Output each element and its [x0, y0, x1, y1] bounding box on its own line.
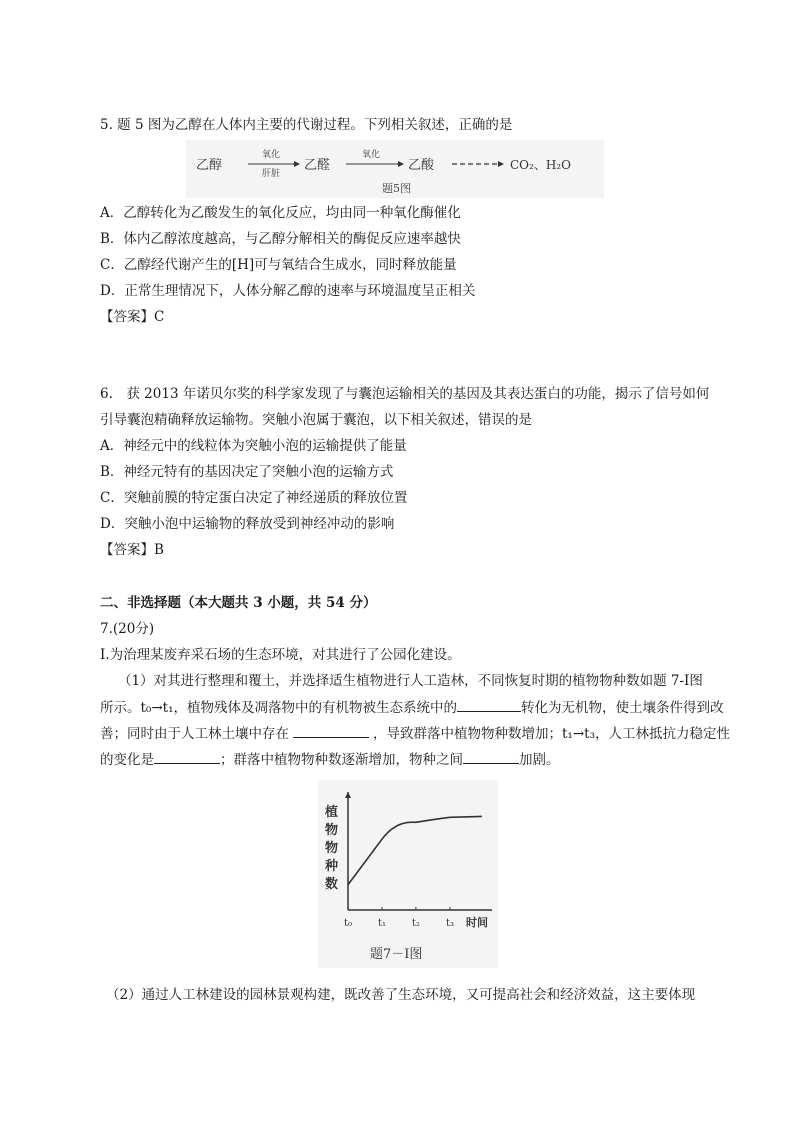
y-axis-label-char: 数 — [325, 877, 339, 892]
q6-option-b: B．神经元特有的基因决定了突触小泡的运输方式 — [100, 464, 394, 480]
section2-heading: 二、非选择题（本大题共 3 小题，共 54 分） — [100, 595, 377, 611]
arrow1-top-label: 氧化 — [262, 150, 281, 160]
q6-stem-line2: 引导囊泡精确释放运输物。突触小泡属于囊泡，以下相关叙述，错误的是 — [100, 412, 532, 428]
q7-p1-line2 — [100, 698, 724, 717]
q7-p1-line4 — [100, 750, 560, 769]
q6-option-d: D．突触小泡中运输物的释放受到神经冲动的影响 — [100, 516, 395, 532]
arrow2-top-label: 氧化 — [362, 150, 381, 160]
q6-answer: 【答案】B — [100, 542, 164, 558]
q6-option-a: A．神经元中的线粒体为突触小泡的运输提供了能量 — [100, 438, 407, 454]
blank-stability-change[interactable] — [154, 750, 220, 764]
y-axis-label-char: 植 — [325, 805, 339, 820]
q7-p2-line1: （2）通过人工林建设的园林景观构建，既改善了生态环境，又可提高社会和经济效益，这主要体现 — [106, 987, 696, 1003]
q7-p1-line2-b: 转化为无机物，使土壤条件得到改 — [521, 700, 724, 716]
q6-stem-line1: 6. 获 2013 年诺贝尔奖的科学家发现了与囊泡运输相关的基因及其表达蛋白的功能，揭示了信号如何 — [100, 386, 710, 402]
y-axis-label-char: 物 — [325, 823, 339, 838]
node-acetaldehyde: 乙醛 — [304, 158, 331, 173]
blank-competition[interactable] — [463, 750, 519, 764]
q5-option-c: C．乙醇经代谢产生的[H]可与氧结合生成水，同时释放能量 — [100, 257, 457, 273]
q7-p1-line3 — [100, 724, 730, 743]
q7-p1-line4-a: 的变化是 — [100, 752, 154, 768]
x-tick-label: t₂ — [411, 918, 420, 929]
q7-number: 7.(20分) — [100, 621, 155, 637]
node-co2-h2o: CO₂、H₂O — [510, 158, 571, 172]
y-axis-label-char: 物 — [325, 841, 339, 856]
arrow1-bottom-label: 肝脏 — [262, 169, 281, 179]
q5-option-b: B．体内乙醇浓度越高，与乙醇分解相关的酶促反应速率越快 — [100, 231, 461, 247]
q7-p1-line3-b: ，导致群落中植物物种数增加；t₁→t₃，人工林抵抗力稳定性 — [373, 726, 730, 742]
fig7-caption: 题7－Ⅰ图 — [370, 947, 423, 962]
q7-p1-line3-a: 善；同时由于人工林土壤中存在 — [100, 726, 289, 742]
node-ethanol: 乙醇 — [196, 158, 223, 173]
q5-option-d: D．正常生理情况下，人体分解乙醇的速率与环境温度呈正相关 — [100, 283, 476, 299]
q5-figure-caption: 题5图 — [382, 182, 411, 195]
q7-p1-line4-b: ；群落中植物物种数逐渐增加，物种之间 — [220, 752, 463, 768]
q5-stem: 5. 题 5 图为乙醇在人体内主要的代谢过程。下列相关叙述，正确的是 — [100, 117, 513, 133]
q7-p1-line4-c: 加剧。 — [519, 752, 560, 768]
q5-option-a: A．乙醇转化为乙酸发生的氧化反应，均由同一种氧化酶催化 — [100, 205, 461, 221]
q7-p1-line2-a: 所示。t₀→t₁，植物残体及凋落物中的有机物被生态系统中的 — [100, 700, 457, 716]
q7-part1-intro: Ⅰ.为治理某废弃采石场的生态环境，对其进行了公园化建设。 — [100, 647, 461, 663]
x-tick-label: t₁ — [377, 918, 386, 929]
q5-figure — [186, 140, 604, 198]
fig7-chart-svg — [318, 780, 498, 968]
q5-answer: 【答案】C — [100, 309, 165, 325]
x-tick-label: t₀ — [344, 918, 353, 929]
q6-option-c: C．突触前膜的特定蛋白决定了神经递质的释放位置 — [100, 490, 408, 506]
q5-flow-diagram — [186, 140, 604, 198]
node-acetic-acid: 乙酸 — [408, 158, 435, 173]
y-axis-label-char: 种 — [325, 859, 339, 874]
series-line-species-count — [348, 816, 482, 884]
blank-decomposers[interactable] — [457, 698, 521, 712]
q7-p1-line1: （1）对其进行整理和覆土，并选择适生植物进行人工造林，不同恢复时期的植物物种数如题 7-Ⅰ图 — [118, 673, 703, 689]
fig7-chart — [318, 780, 498, 968]
blank-seed-bank[interactable] — [293, 724, 369, 738]
y-axis-arrow — [345, 792, 351, 798]
x-axis-label: 时间 — [466, 916, 488, 929]
x-tick-label: t₃ — [445, 918, 455, 929]
